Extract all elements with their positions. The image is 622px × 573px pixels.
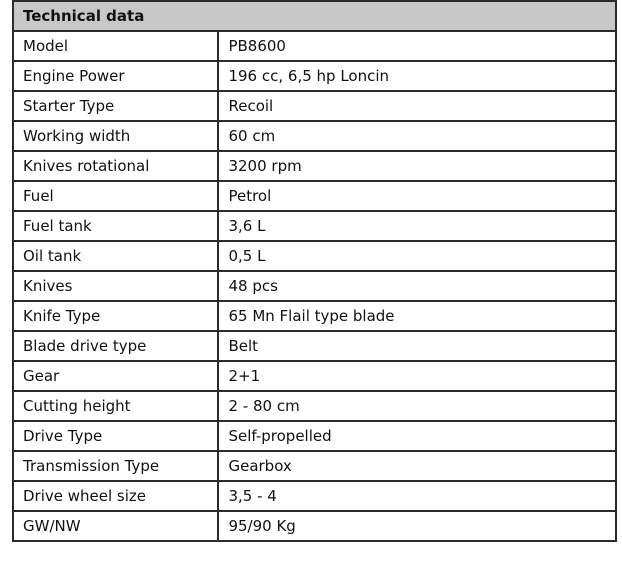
spec-value: 196 cc, 6,5 hp Loncin: [218, 61, 616, 91]
spec-label: Drive Type: [13, 421, 218, 451]
spec-value: PB8600: [218, 31, 616, 61]
spec-label: Blade drive type: [13, 331, 218, 361]
table-row: [13, 481, 616, 511]
spec-label: Gear: [13, 361, 218, 391]
spec-value: 3200 rpm: [218, 151, 616, 181]
spec-value: 0,5 L: [218, 241, 616, 271]
table-row: [13, 241, 616, 271]
technical-data-table: [12, 0, 617, 542]
spec-label: Knife Type: [13, 301, 218, 331]
table-row: [13, 61, 616, 91]
spec-label: Knives: [13, 271, 218, 301]
table-row: [13, 31, 616, 61]
spec-label: Working width: [13, 121, 218, 151]
table-row: [13, 121, 616, 151]
spec-label: GW/NW: [13, 511, 218, 541]
table-row: [13, 331, 616, 361]
spec-value: Recoil: [218, 91, 616, 121]
spec-value: Belt: [218, 331, 616, 361]
spec-label: Fuel: [13, 181, 218, 211]
table-title: Technical data: [13, 1, 616, 31]
table-row: [13, 451, 616, 481]
spec-value: 48 pcs: [218, 271, 616, 301]
spec-value: 65 Mn Flail type blade: [218, 301, 616, 331]
spec-value: 2+1: [218, 361, 616, 391]
table-row: [13, 391, 616, 421]
spec-label: Model: [13, 31, 218, 61]
spec-value: 95/90 Kg: [218, 511, 616, 541]
table-row: [13, 421, 616, 451]
spec-label: Transmission Type: [13, 451, 218, 481]
table-body: [13, 31, 616, 541]
spec-value: 60 cm: [218, 121, 616, 151]
spec-value: 3,6 L: [218, 211, 616, 241]
table-row: [13, 211, 616, 241]
spec-value: 2 - 80 cm: [218, 391, 616, 421]
spec-label: Oil tank: [13, 241, 218, 271]
spec-label: Cutting height: [13, 391, 218, 421]
table-header-row: [13, 1, 616, 31]
table-row: [13, 361, 616, 391]
table-row: [13, 91, 616, 121]
spec-label: Engine Power: [13, 61, 218, 91]
table-row: [13, 181, 616, 211]
table-row: [13, 301, 616, 331]
spec-label: Fuel tank: [13, 211, 218, 241]
table-row: [13, 271, 616, 301]
table-row: [13, 151, 616, 181]
table-row: [13, 511, 616, 541]
spec-value: Gearbox: [218, 451, 616, 481]
spec-value: 3,5 - 4: [218, 481, 616, 511]
spec-value: Petrol: [218, 181, 616, 211]
spec-value: Self-propelled: [218, 421, 616, 451]
spec-label: Drive wheel size: [13, 481, 218, 511]
spec-label: Starter Type: [13, 91, 218, 121]
spec-label: Knives rotational: [13, 151, 218, 181]
